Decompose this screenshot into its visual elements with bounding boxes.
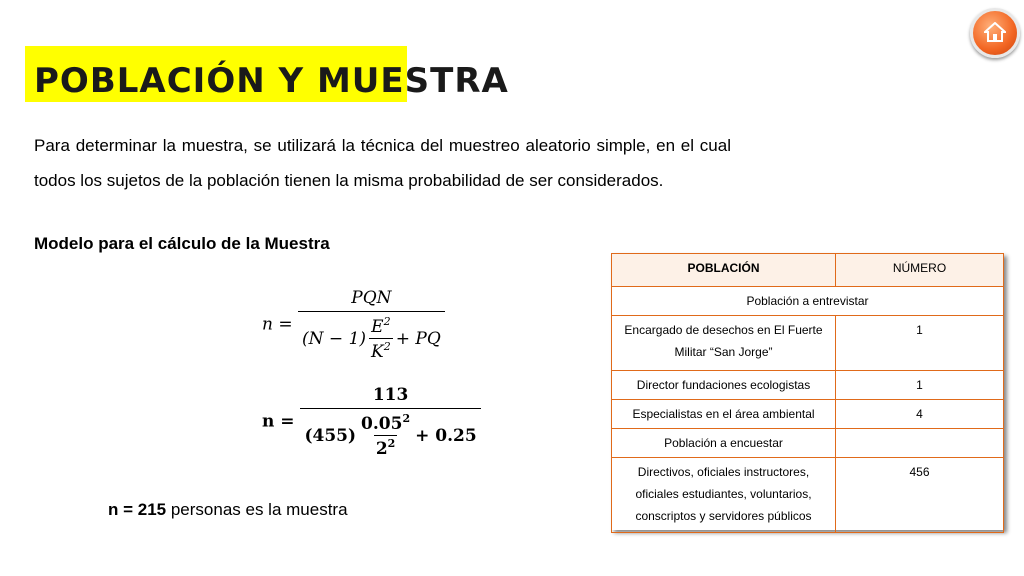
table-cell: 456 (836, 458, 1004, 533)
inner-numerator: E (371, 317, 384, 337)
calc-inner-fraction (359, 412, 412, 459)
calc-fraction (300, 385, 480, 459)
result-statement (108, 500, 348, 520)
result-text: personas es la muestra (166, 500, 348, 519)
formula-lhs: n = (262, 314, 293, 335)
table-row (612, 458, 1004, 533)
inner-num-exponent: 2 (383, 315, 391, 328)
formula-den-right: + PQ (395, 328, 441, 349)
calc-numerator: 113 (372, 385, 409, 405)
formula-inner-fraction (369, 315, 393, 362)
inner-denominator: K (371, 342, 384, 362)
calc-denominator (300, 408, 480, 459)
table-cell: Especialistas en el área ambiental (612, 400, 836, 429)
table-cell: 4 (836, 400, 1004, 429)
table-cell: 1 (836, 316, 1004, 371)
table-row (612, 371, 1004, 400)
table-row (612, 287, 1004, 316)
calc-den-right: + 0.25 (415, 425, 477, 446)
calc-inner-den-exponent: 2 (387, 437, 396, 450)
description-paragraph: Para determinar la muestra, se utilizará la técnica del muestreo aleatorio simple, en el cual todos los sujetos de la población tienen la misma probabilidad de ser considerados. (34, 136, 731, 190)
table-cell: Población a encuestar (612, 429, 836, 458)
header-poblacion: POBLACIÓN (612, 254, 836, 287)
table-cell: Directivos, oficiales instructores, oficiales estudiantes, voluntarios, conscriptos y servidores públicos (612, 458, 836, 533)
calc-inner-denominator: 2 (375, 439, 388, 459)
table-row (612, 429, 1004, 458)
table-cell: 1 (836, 371, 1004, 400)
calc-inner-numerator: 0.05 (361, 414, 403, 434)
home-icon (984, 22, 1006, 42)
calc-lhs: n = (262, 411, 295, 432)
calc-inner-num-exponent: 2 (402, 412, 411, 425)
calc-den-left: (455) (304, 425, 357, 446)
table-row (612, 400, 1004, 429)
table-header-row (612, 254, 1004, 287)
sample-size-formula (262, 288, 445, 362)
header-numero: NÚMERO (836, 254, 1004, 287)
section-subheading: Modelo para el cálculo de la Muestra (34, 234, 330, 253)
formula-numerator: PQN (351, 288, 392, 308)
inner-den-exponent: 2 (383, 340, 391, 353)
table-cell: Director fundaciones ecologistas (612, 371, 836, 400)
formula-fraction (298, 288, 445, 362)
formula-den-left: (N − 1) (302, 328, 367, 349)
home-button[interactable] (970, 8, 1020, 58)
table-cell: Población a entrevistar (612, 287, 1004, 316)
result-value: n = 215 (108, 500, 167, 519)
table-cell: Encargado de desechos en El Fuerte Militar “San Jorge” (612, 316, 836, 371)
table-cell (836, 429, 1004, 458)
sample-size-calculation (262, 385, 481, 459)
population-table (611, 253, 1004, 530)
formula-denominator (298, 311, 445, 362)
table-row (612, 316, 1004, 371)
page-title: POBLACIÓN Y MUESTRA (34, 61, 509, 101)
